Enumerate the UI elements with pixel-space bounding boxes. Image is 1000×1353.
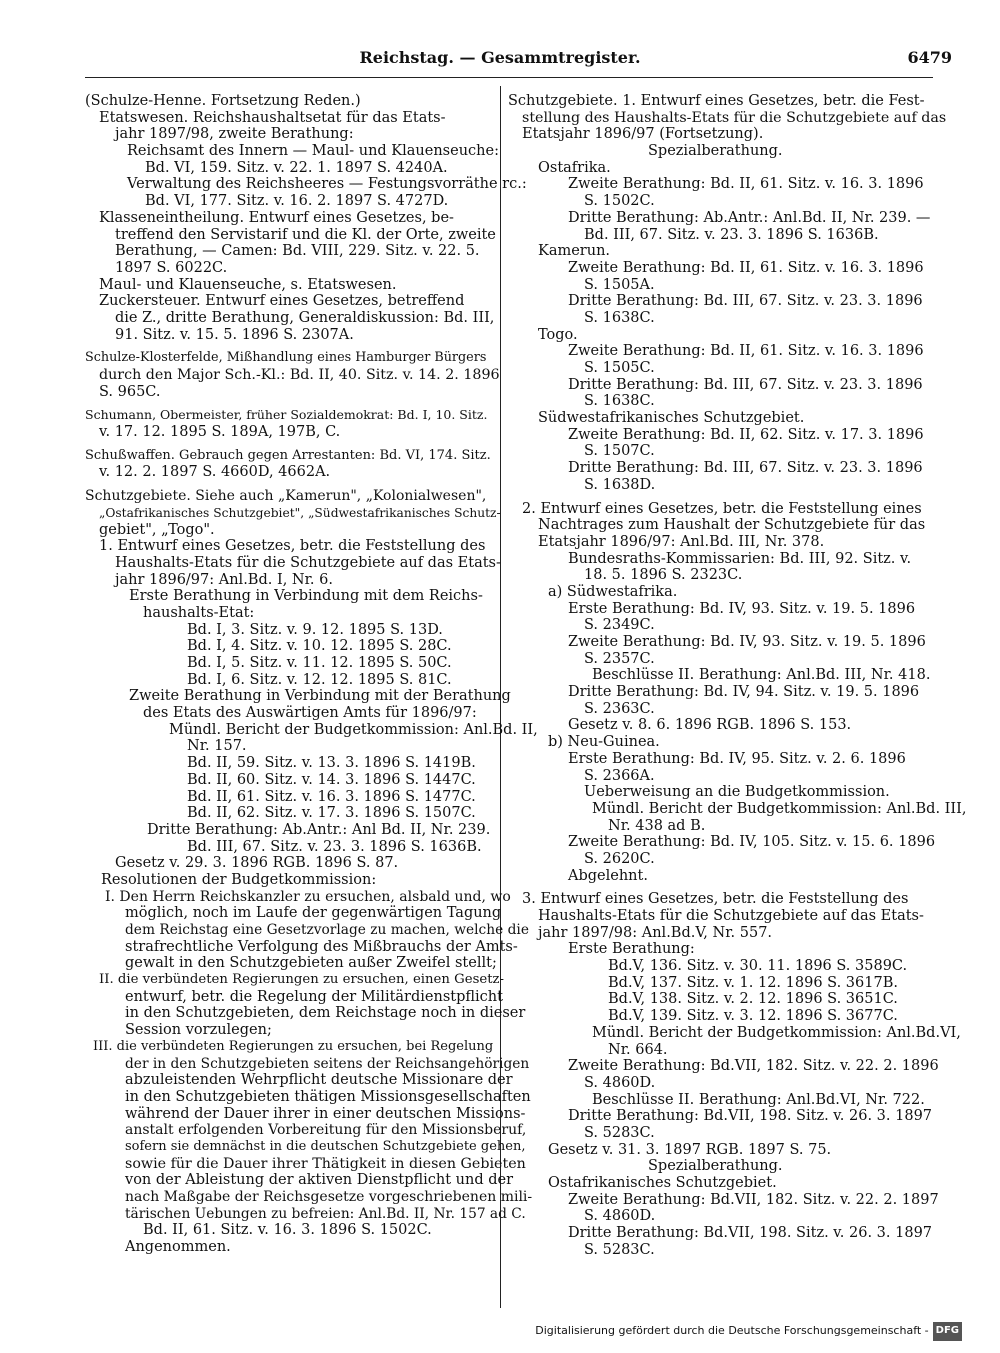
index-line: Spezialberathung. — [648, 143, 783, 160]
index-line: v. 17. 12. 1895 S. 189A, 197B, C. — [99, 424, 341, 441]
index-line — [508, 884, 934, 891]
right-column — [508, 93, 967, 1258]
index-line: Dritte Berathung: Bd. IV, 94. Sitz. v. 19. 5. 1896 — [568, 684, 920, 701]
index-line: in den Schutzgebieten, dem Reichstage noch in dieser — [125, 1005, 526, 1022]
index-line: Bd. II, 62. Sitz. v. 17. 3. 1896 S. 1507C. — [187, 805, 476, 822]
index-line: Gesetz v. 31. 3. 1897 RGB. 1897 S. 75. — [548, 1141, 832, 1158]
index-line: a) Südwestafrika. — [548, 583, 678, 600]
index-line: 18. 5. 1896 S. 2323C. — [584, 567, 743, 584]
index-line: Nr. 664. — [608, 1041, 668, 1058]
index-line: Ostafrika. — [538, 159, 611, 176]
index-line: S. 2366A. — [584, 767, 655, 784]
index-line: Bd. II, 59. Sitz. v. 13. 3. 1896 S. 1419B. — [187, 755, 476, 772]
dfg-logo: DFG — [933, 1322, 962, 1341]
index-line: entwurf, betr. die Regelung der Militärdienstpflicht — [125, 988, 503, 1005]
index-line: II. die verbündeten Regierungen zu ersuchen, einen Gesetz- — [99, 972, 504, 988]
index-line: 1. Entwurf eines Gesetzes, betr. die Feststellung des — [99, 538, 486, 555]
index-line: S. 2363C. — [584, 700, 655, 717]
index-line: Berathung, — Camen: Bd. VIII, 229. Sitz. v. 22. 5. — [115, 243, 480, 260]
footer-text: Digitalisierung gefördert durch die Deutsche Forschungsgemeinschaft - — [535, 1324, 929, 1337]
index-line: Angenommen. — [125, 1239, 231, 1256]
index-line: Bd.V, 137. Sitz. v. 1. 12. 1896 S. 3617B. — [608, 974, 898, 991]
index-line: Südwestafrikanisches Schutzgebiet. — [538, 410, 805, 427]
index-line: (Schulze-Henne. Fortsetzung Reden.) — [85, 93, 361, 109]
index-line: S. 1638D. — [584, 476, 656, 493]
index-line: Etatswesen. Reichshaushaltsetat für das Etats- — [99, 109, 446, 126]
index-line: Zweite Berathung: Bd. IV, 93. Sitz. v. 19. 5. 1896 — [568, 634, 926, 650]
index-line: Zweite Berathung in Verbindung mit der Berathung — [129, 688, 511, 705]
left-column — [85, 93, 538, 1256]
index-line: S. 4860D. — [584, 1074, 656, 1091]
index-line: gebiet", „Togo". — [99, 521, 215, 538]
index-line: Bd.V, 139. Sitz. v. 3. 12. 1896 S. 3677C. — [608, 1008, 898, 1025]
index-line: Abgelehnt. — [568, 867, 648, 884]
index-line: Nr. 438 ad B. — [608, 817, 706, 834]
running-header-title: Reichstag. — Gesammtregister. — [359, 48, 641, 67]
index-line: Zweite Berathung: Bd. II, 62. Sitz. v. 17. 3. 1896 — [568, 426, 924, 443]
index-line: strafrechtliche Verfolgung des Mißbrauchs der Amts- — [125, 938, 518, 955]
index-line: Bd.V, 136. Sitz. v. 30. 11. 1896 S. 3589C. — [608, 958, 908, 975]
index-line: Klasseneintheilung. Entwurf eines Gesetzes, be- — [99, 209, 454, 226]
index-line — [85, 400, 491, 407]
index-line: Etatsjahr 1896/97: Anl.Bd. III, Nr. 378. — [538, 533, 825, 550]
index-line: Nr. 157. — [187, 738, 247, 755]
footer — [535, 1322, 962, 1341]
index-line: Erste Berathung: — [568, 941, 695, 958]
index-line: Bundesraths-Kommissarien: Bd. III, 92. Sitz. v. — [568, 550, 912, 567]
index-line: S. 2357C. — [584, 650, 655, 667]
index-line: Ostafrikanisches Schutzgebiet. — [548, 1175, 777, 1191]
index-line: S. 1502C. — [584, 193, 655, 210]
index-line: Dritte Berathung: Bd. III, 67. Sitz. v. 23. 3. 1896 — [568, 293, 923, 310]
index-line: sowie für die Dauer ihrer Thätigkeit in diesen Gebieten — [125, 1155, 526, 1172]
index-line: abzuleistenden Wehrpflicht deutsche Missionare der — [125, 1072, 513, 1089]
index-line: jahr 1897/98, zweite Berathung: — [115, 126, 354, 143]
index-line: Zweite Berathung: Bd.VII, 182. Sitz. v. 22. 2. 1897 — [568, 1191, 939, 1208]
index-line: anstalt erfolgenden Vorbereitung für den Missionsberuf, — [125, 1122, 527, 1139]
index-line: von der Ableistung der aktiven Dienstpflicht und der — [125, 1172, 514, 1189]
index-line: Mündl. Bericht der Budgetkommission: Anl.Bd. III, — [592, 800, 967, 817]
index-line: dem Reichstag eine Gesetzvorlage zu machen, welche die — [125, 922, 529, 938]
index-line: Haushalts-Etats für die Schutzgebiete auf das Etats- — [538, 908, 924, 924]
index-line: 1897 S. 6022C. — [115, 259, 228, 276]
index-line — [85, 343, 491, 350]
index-line: Etatsjahr 1896/97 (Fortsetzung). — [522, 126, 764, 143]
index-line: S. 1638C. — [584, 393, 655, 410]
index-line: Session vorzulegen; — [125, 1022, 272, 1039]
index-line: sofern sie demnächst in die deutschen Schutzgebiete gehen, — [125, 1138, 526, 1154]
index-line: Ueberweisung an die Budgetkommission. — [584, 784, 890, 801]
index-line — [85, 441, 491, 448]
index-line: Schutzgebiete. Siehe auch „Kamerun", „Kolonialwesen", — [85, 488, 487, 505]
index-line: Bd. VI, 159. Sitz. v. 22. 1. 1897 S. 4240A. — [145, 159, 448, 176]
index-line: III. die verbündeten Regierungen zu ersuchen, bei Regelung — [93, 1038, 494, 1054]
index-line: Mündl. Bericht der Budgetkommission: Anl.Bd. II, — [169, 721, 538, 738]
index-line: gewalt in den Schutzgebieten außer Zweifel stellt; — [125, 955, 497, 972]
index-line: Schußwaffen. Gebrauch gegen Arrestanten: Bd. VI, 174. Sitz. — [85, 447, 491, 463]
index-line: Dritte Berathung: Bd.VII, 198. Sitz. v. 26. 3. 1897 — [568, 1108, 933, 1125]
index-line: Nachtrages zum Haushalt der Schutzgebiete für das — [538, 517, 926, 534]
index-line: Bd. II, 61. Sitz. v. 16. 3. 1896 S. 1477C. — [187, 788, 476, 805]
index-line: tärischen Uebungen zu befreien: Anl.Bd. II, Nr. 157 ad C. — [125, 1205, 526, 1222]
index-line: Haushalts-Etats für die Schutzgebiete auf das Etats- — [115, 554, 501, 571]
header-rule — [85, 77, 933, 78]
index-line: S. 2349C. — [584, 617, 655, 634]
index-line: haushalts-Etat: — [143, 604, 255, 621]
index-line: des Etats des Auswärtigen Amts für 1896/97: — [143, 705, 477, 722]
index-line: Gesetz v. 29. 3. 1896 RGB. 1896 S. 87. — [115, 855, 399, 872]
index-line: Togo. — [538, 326, 578, 343]
index-line: Dritte Berathung: Ab.Antr.: Anl.Bd. II, Nr. 239. — — [568, 209, 931, 226]
index-line: Zweite Berathung: Bd. II, 61. Sitz. v. 16. 3. 1896 — [568, 259, 924, 276]
index-line: Erste Berathung: Bd. IV, 93. Sitz. v. 19. 5. 1896 — [568, 600, 916, 617]
index-line: durch den Major Sch.-Kl.: Bd. II, 40. Sitz. v. 14. 2. 1896 — [99, 367, 500, 383]
index-line: Bd. I, 6. Sitz. v. 12. 12. 1895 S. 81C. — [187, 671, 452, 688]
index-line: jahr 1897/98: Anl.Bd.V, Nr. 557. — [538, 924, 773, 941]
index-line: „Ostafrikanisches Schutzgebiet", „Südwestafrikanisches Schutz- — [99, 505, 501, 520]
index-line: v. 12. 2. 1897 S. 4660D, 4662A. — [99, 464, 331, 481]
index-line: Beschlüsse II. Berathung: Anl.Bd. III, Nr. 418. — [592, 667, 931, 684]
index-line — [85, 481, 491, 488]
index-line: während der Dauer ihrer in einer deutschen Missions- — [125, 1105, 526, 1122]
index-line: möglich, noch im Laufe der gegenwärtigen Tagung — [125, 905, 502, 922]
index-line: Dritte Berathung: Bd.VII, 198. Sitz. v. 26. 3. 1897 — [568, 1225, 933, 1242]
index-line: Reichsamt des Innern — Maul- und Klauenseuche: — [127, 143, 499, 160]
index-line: Erste Berathung: Bd. IV, 95. Sitz. v. 2. 6. 1896 — [568, 750, 906, 767]
index-line — [508, 494, 934, 501]
index-line: Erste Berathung in Verbindung mit dem Reichs- — [129, 588, 483, 605]
index-line: b) Neu-Guinea. — [548, 734, 660, 751]
index-line: I. Den Herrn Reichskanzler zu ersuchen, alsbald und, wo — [105, 888, 511, 905]
index-line: Schulze-Klosterfelde, Mißhandlung eines Hamburger Bürgers — [85, 350, 487, 366]
index-line: Zuckersteuer. Entwurf eines Gesetzes, betreffend — [99, 293, 465, 310]
index-line: Bd. I, 3. Sitz. v. 9. 12. 1895 S. 13D. — [187, 621, 443, 638]
index-line: Bd.V, 138. Sitz. v. 2. 12. 1896 S. 3651C. — [608, 991, 898, 1008]
index-line: Beschlüsse II. Berathung: Anl.Bd.VI, Nr. 722. — [592, 1091, 925, 1108]
page-number: 6479 — [907, 48, 952, 67]
index-line: Bd. III, 67. Sitz. v. 23. 3. 1896 S. 1636B. — [584, 226, 879, 243]
index-line: Kamerun. — [538, 243, 611, 260]
index-line: Bd. II, 60. Sitz. v. 14. 3. 1896 S. 1447C. — [187, 771, 476, 788]
index-line: Spezialberathung. — [648, 1158, 783, 1175]
index-line: Bd. II, 61. Sitz. v. 16. 3. 1896 S. 1502C. — [143, 1222, 432, 1239]
index-line: Zweite Berathung: Bd.VII, 182. Sitz. v. 22. 2. 1896 — [568, 1058, 939, 1075]
index-line: Zweite Berathung: Bd. IV, 105. Sitz. v. 15. 6. 1896 — [568, 834, 936, 851]
index-line: nach Maßgabe der Reichsgesetze vorgeschriebenen mili- — [125, 1189, 533, 1205]
index-line: 2. Entwurf eines Gesetzes, betr. die Feststellung eines — [522, 500, 922, 517]
index-line: S. 5283C. — [584, 1241, 655, 1258]
index-line: Schumann, Obermeister, früher Sozialdemokrat: Bd. I, 10. Sitz. — [85, 407, 488, 423]
index-line: Zweite Berathung: Bd. II, 61. Sitz. v. 16. 3. 1896 — [568, 176, 924, 193]
index-line: die Z., dritte Berathung, Generaldiskussion: Bd. III, — [115, 309, 495, 326]
index-line: der in den Schutzgebieten seitens der Reichsangehörigen — [125, 1055, 530, 1072]
index-line: Resolutionen der Budgetkommission: — [101, 871, 377, 888]
index-line: stellung des Haushalts-Etats für die Schutzgebiete auf das — [522, 109, 947, 126]
index-line: Zweite Berathung: Bd. II, 61. Sitz. v. 16. 3. 1896 — [568, 343, 924, 360]
index-line: Bd. I, 4. Sitz. v. 10. 12. 1895 S. 28C. — [187, 638, 452, 655]
index-line: S. 2620C. — [584, 850, 655, 867]
index-line: S. 1505C. — [584, 360, 655, 376]
index-line: in den Schutzgebieten thätigen Missionsgesellschaften — [125, 1088, 531, 1105]
index-line: Maul- und Klauenseuche, s. Etatswesen. — [99, 276, 397, 293]
index-line: Mündl. Bericht der Budgetkommission: Anl.Bd.VI, — [592, 1024, 961, 1041]
index-line: Dritte Berathung: Bd. III, 67. Sitz. v. 23. 3. 1896 — [568, 376, 923, 393]
index-line: Schutzgebiete. 1. Entwurf eines Gesetzes, betr. die Fest- — [508, 93, 925, 109]
index-line: Verwaltung des Reichsheeres — Festungsvorräthe rc.: — [127, 176, 527, 193]
index-line: Bd. III, 67. Sitz. v. 23. 3. 1896 S. 1636B. — [187, 838, 482, 855]
index-line: S. 1507C. — [584, 443, 655, 460]
index-line: S. 965C. — [99, 383, 161, 400]
index-line: treffend den Servistarif und die Kl. der Orte, zweite — [115, 226, 496, 243]
index-line: 3. Entwurf eines Gesetzes, betr. die Feststellung des — [522, 891, 909, 908]
index-line: S. 1638C. — [584, 309, 655, 326]
index-line: S. 4860D. — [584, 1208, 656, 1225]
index-line: jahr 1896/97: Anl.Bd. I, Nr. 6. — [115, 571, 333, 588]
index-line: S. 1505A. — [584, 276, 655, 293]
index-line: Dritte Berathung: Ab.Antr.: Anl Bd. II, Nr. 239. — [147, 821, 491, 838]
index-line: 91. Sitz. v. 15. 5. 1896 S. 2307A. — [115, 326, 354, 343]
index-line: Bd. VI, 177. Sitz. v. 16. 2. 1897 S. 4727D. — [145, 193, 449, 210]
index-line: S. 5283C. — [584, 1124, 655, 1141]
index-line: Dritte Berathung: Bd. III, 67. Sitz. v. 23. 3. 1896 — [568, 460, 923, 477]
index-line: Gesetz v. 8. 6. 1896 RGB. 1896 S. 153. — [568, 717, 852, 734]
index-line: Bd. I, 5. Sitz. v. 11. 12. 1895 S. 50C. — [187, 655, 452, 671]
